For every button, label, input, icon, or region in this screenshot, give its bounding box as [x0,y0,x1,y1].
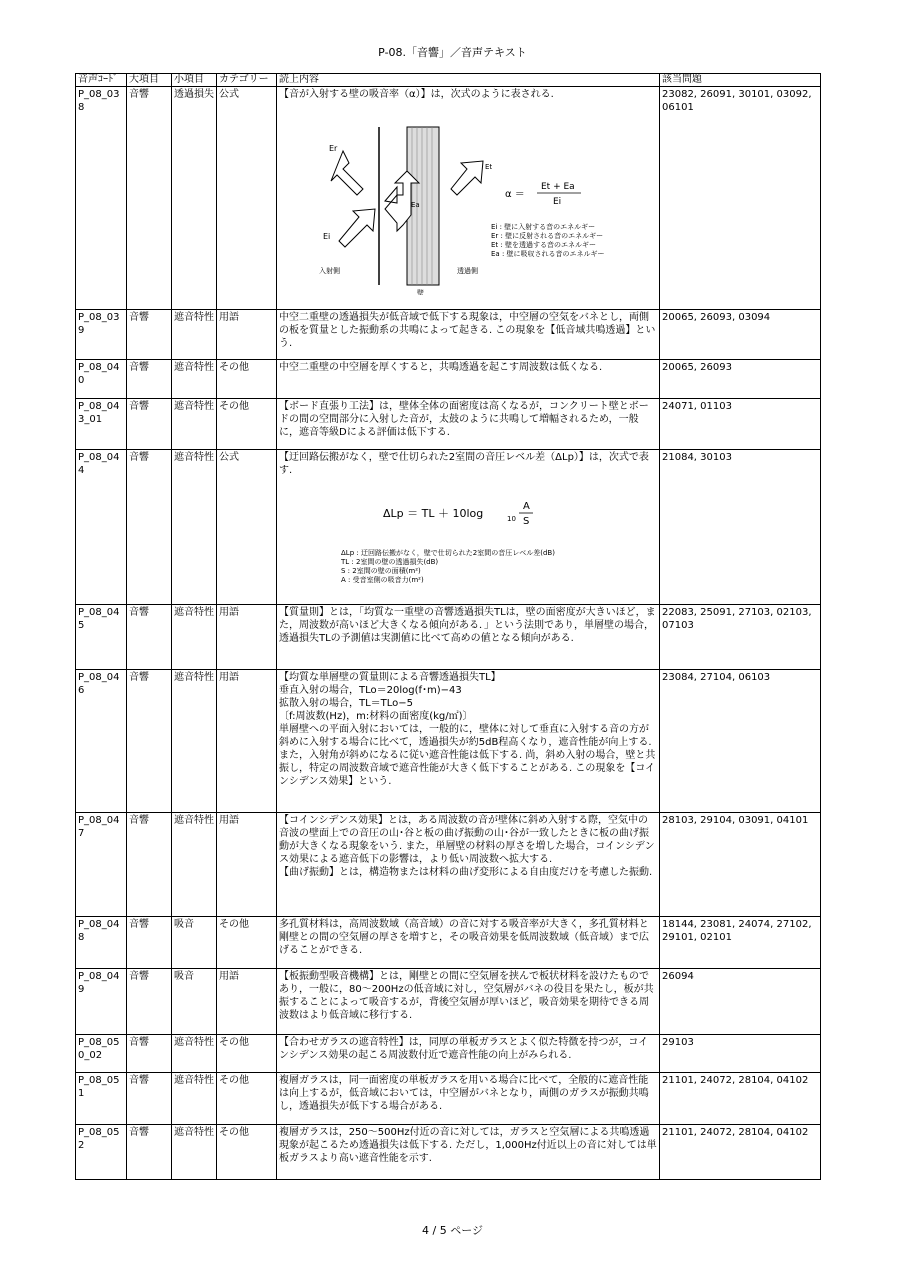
cell-major: 音響 [127,360,172,399]
legend-item: ΔLp : 迂回路伝搬がなく，壁で仕切られた2室間の音圧レベル差(dB) [341,549,555,557]
table-row [76,813,821,917]
cell-major: 音響 [127,969,172,1035]
cell-content: 多孔質材料は，高周波数域（高音域）の音に対する吸音率が大きく，多孔質材料と剛壁との間の空気層の厚さを増すと，その吸音効果を低周波数域（低音域）まで広げることができる. [277,917,660,969]
cell-refs: 23082, 26091, 30101, 03092, 06101 [660,87,821,310]
content-text: 【音が入射する壁の吸音率（α）】は，次式のように表される. [279,89,554,100]
legend-item: A : 受音室側の吸音力(m²) [341,576,424,584]
cell-code: P_08_040 [76,360,127,399]
cell-major: 音響 [127,917,172,969]
cell-category: 用語 [217,670,277,813]
transmitted-arrow-icon [451,161,483,195]
table-row [76,917,821,969]
cell-category: 用語 [217,605,277,670]
table-row [76,450,821,605]
cell-minor: 透過損失 [172,87,217,310]
table-row [76,87,821,310]
content-line: 〔f:周波数(Hz)，m:材料の面密度(kg/㎡)〕 [279,711,473,722]
table-row [76,1073,821,1125]
cell-code: P_08_048 [76,917,127,969]
legend-item: Ea : 壁に吸収される音のエネルギー [491,250,605,258]
formula-denominator: S [523,516,530,527]
content-text: 【迂回路伝搬がなく，壁で仕切られた2室間の音圧レベル差（ΔLp）】は，次式で表す. [279,452,649,476]
table-row [76,605,821,670]
cell-refs: 26094 [660,969,821,1035]
content-line: 【均質な単層壁の質量則による音響透過損失TL】 [279,672,501,683]
formula-lhs: ΔLp ＝ TL ＋ 10log [383,507,484,520]
cell-code: P_08_050_02 [76,1035,127,1073]
cell-major: 音響 [127,605,172,670]
column-header-minor: 小項目 [172,74,217,87]
cell-major: 音響 [127,1073,172,1125]
cell-major: 音響 [127,399,172,450]
cell-major: 音響 [127,450,172,605]
column-header-category: カテゴリー [217,74,277,87]
column-header-code: 音声ｺｰﾄﾞ [76,74,127,87]
cell-code: P_08_045 [76,605,127,670]
label-wall: 壁 [417,289,424,295]
content-line: 垂直入射の場合，TLo＝20log(f･m)−43 [279,685,462,696]
cell-refs: 28103, 29104, 03091, 04101 [660,813,821,917]
cell-content: 中空二重壁の透過損失が低音域で低下する現象は，中空層の空気をバネとし，両側の板を質量とした振動系の共鳴によって起きる. この現象を【低音域共鳴透過】という. [277,310,660,360]
cell-category: その他 [217,917,277,969]
incident-arrow-icon [339,209,375,247]
cell-code: P_08_038 [76,87,127,310]
formula-numerator: Et + Ea [541,182,575,192]
formula-denominator: Ei [553,197,562,207]
cell-minor: 遮音特性 [172,1125,217,1180]
voice-text-table [75,73,821,1180]
cell-refs: 21101, 24072, 28104, 04102 [660,1073,821,1125]
cell-content: 【合わせガラスの遮音特性】は，同厚の単板ガラスとよく似た特徴を持つが，コインシデンス効果の起こる周波数付近で遮音性能の向上がみられる. [277,1035,660,1073]
cell-minor: 吸音 [172,969,217,1035]
cell-content: 【ボード直張り工法】は，壁体全体の面密度は高くなるが，コンクリート壁とボードの間の空間部分に入射した音が，太鼓のように共鳴して増幅されるため，一般に，遮音等級Dによる評価は低下する. [277,399,660,450]
variable-legend [340,548,555,584]
page-title: P-08.「音響」／音声テキスト [378,46,527,59]
cell-content: 中空二重壁の中空層を厚くすると，共鳴透過を起こす周波数は低くなる. [277,360,660,399]
cell-refs: 24071, 01103 [660,399,821,450]
cell-code: P_08_039 [76,310,127,360]
cell-minor: 遮音特性 [172,310,217,360]
cell-code: P_08_052 [76,1125,127,1180]
cell-minor: 遮音特性 [172,450,217,605]
label-ei: Ei [323,232,331,241]
cell-code: P_08_047 [76,813,127,917]
cell-minor: 吸音 [172,917,217,969]
cell-code: P_08_051 [76,1073,127,1125]
label-transmit-side: 透過側 [457,267,478,275]
content-line: 拡散入射の場合，TL＝TLo−5 [279,698,414,709]
table-row [76,969,821,1035]
cell-code: P_08_044 [76,450,127,605]
cell-major: 音響 [127,670,172,813]
table-header-row [76,74,821,87]
table-row [76,670,821,813]
level-difference-formula [279,481,657,591]
table-row [76,1125,821,1180]
cell-refs: 18144, 23081, 24074, 27102, 29101, 02101 [660,917,821,969]
cell-refs: 20065, 26093 [660,360,821,399]
formula-log-base: 10 [507,515,516,523]
formula-lhs: α ＝ [505,189,525,200]
cell-category: 公式 [217,450,277,605]
cell-category: 用語 [217,310,277,360]
table-row [76,360,821,399]
variable-legend [491,222,605,258]
content-line: 【曲げ振動】とは，構造物または材料の曲げ変形による自由度だけを考慮した振動. [279,867,653,878]
cell-content [277,670,660,813]
cell-minor: 遮音特性 [172,813,217,917]
cell-refs: 21084, 30103 [660,450,821,605]
cell-code: P_08_049 [76,969,127,1035]
cell-content: 【質量則】とは，「均質な一重壁の音響透過損失TLは，壁の面密度が大きいほど，また，周波数が高いほど大きくなる傾向がある．」という法則であり，単層壁の場合，透過損失TLの予測値は実測値に比べて高めの値となる傾向がある. [277,605,660,670]
cell-refs: 22083, 25091, 27103, 02103, 07103 [660,605,821,670]
cell-content: 複層ガラスは，250〜500Hz付近の音に対しては，ガラスと空気層による共鳴透過現象が起こるため透過損失は低下する. ただし，1,000Hz付近以上の音に対しては単板ガラスより高い遮音性能を示す. [277,1125,660,1180]
cell-minor: 遮音特性 [172,1035,217,1073]
cell-content [277,87,660,310]
table-row [76,1035,821,1073]
table-row [76,399,821,450]
cell-major: 音響 [127,813,172,917]
legend-item: Er : 壁に反射される音のエネルギー [491,232,604,240]
cell-category: その他 [217,360,277,399]
reflected-arrow-icon [331,151,363,195]
cell-category: 用語 [217,969,277,1035]
content-line: 【コインシデンス効果】とは，ある周波数の音が壁体に斜め入射する際，空気中の音波の壁面上での音圧の山･谷と板の曲げ振動の山･谷が一致したときに板の曲げ振動が大きくなる現象をいう. また，単層壁の材料の厚さを増した場合，コインシデンス効果による遮音低下の影響は，より低い周波数へ拡大する. [279,815,655,865]
page-number: 4 / 5 ページ [422,1224,483,1237]
cell-major: 音響 [127,1035,172,1073]
cell-major: 音響 [127,310,172,360]
legend-item: Et : 壁を透過する音のエネルギー [491,241,596,249]
cell-category: 用語 [217,813,277,917]
cell-minor: 遮音特性 [172,360,217,399]
cell-content: 複層ガラスは，同一面密度の単板ガラスを用いる場合に比べて，全般的に遮音性能は向上するが，低音域においては，中空層がバネとなり，両側のガラスが振動共鳴し，透過損失が低下する場合がある. [277,1073,660,1125]
cell-content [277,813,660,917]
cell-refs: 29103 [660,1035,821,1073]
cell-minor: 遮音特性 [172,670,217,813]
formula-numerator: A [523,501,530,512]
cell-category: その他 [217,1125,277,1180]
content-line: 単層壁への平面入射においては，一般的に，壁体に対して垂直に入射する音の方が斜めに入射する場合に比べて，透過損失が約5dB程高くなり，遮音性能が向上する. また，入射角が斜めになるに従い遮音性能は低下する. 尚，斜め入射の場合，壁と共振し，特定の周波数音域で遮音性能が大きく低下することがある. この現象を【コインシデンス効果】という. [279,724,656,787]
legend-item: TL : 2室間の壁の透過損失(dB) [341,558,439,566]
column-header-content: 読上内容 [277,74,660,87]
legend-item: Ei : 壁に入射する音のエネルギー [491,223,596,231]
wall-absorption-diagram [279,105,657,295]
label-ea: Ea [411,201,420,209]
cell-code: P_08_043_01 [76,399,127,450]
column-header-refs: 該当問題 [660,74,821,87]
label-et: Et [485,163,493,171]
cell-category: その他 [217,399,277,450]
cell-refs: 23084, 27104, 06103 [660,670,821,813]
cell-minor: 遮音特性 [172,399,217,450]
legend-item: S : 2室間の壁の面積(m²) [341,567,421,575]
cell-category: その他 [217,1073,277,1125]
cell-content [277,450,660,605]
cell-code: P_08_046 [76,670,127,813]
cell-minor: 遮音特性 [172,605,217,670]
column-header-major: 大項目 [127,74,172,87]
cell-category: その他 [217,1035,277,1073]
cell-major: 音響 [127,1125,172,1180]
table-row [76,310,821,360]
cell-content: 【板振動型吸音機構】とは，剛壁との間に空気層を挟んで板状材料を設けたものであり，一般に，80〜200Hzの低音域に対し，空気層がバネの役目を果たし，板が共振することによって吸音するが，背後空気層が厚いほど，吸音効果を期待できる周波数はより低音域に移行する. [277,969,660,1035]
cell-category: 公式 [217,87,277,310]
cell-refs: 20065, 26093, 03094 [660,310,821,360]
label-incident-side: 入射側 [319,267,340,275]
cell-minor: 遮音特性 [172,1073,217,1125]
label-er: Er [329,144,338,153]
cell-major: 音響 [127,87,172,310]
cell-refs: 21101, 24072, 28104, 04102 [660,1125,821,1180]
